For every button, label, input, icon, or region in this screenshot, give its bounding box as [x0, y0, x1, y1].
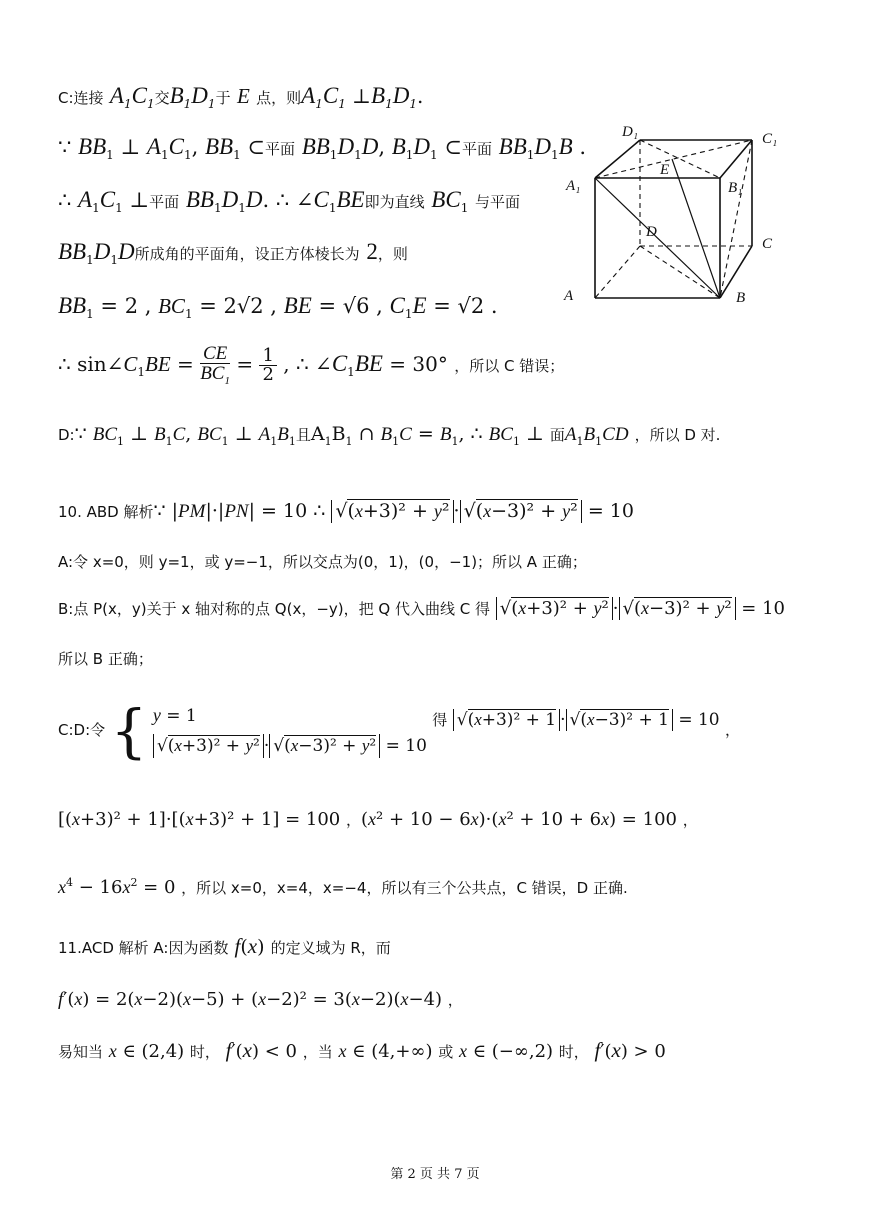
label-a1: A₁ [566, 178, 581, 194]
line-cd1: C:D:令 { y = 1 √(x+3)² + y² · √(x−3)² + y² = 10 得 √(x+3)² + 1 · √(x−3)² + 1 = 10 ， [58, 696, 741, 765]
label-d: D [646, 224, 657, 240]
line-c5: $BB_1 = 2$ , $BC_1 = 2√2$ , BE = √6 , $C_1E = √2$ . [58, 293, 498, 322]
label-c1: C₁ [762, 131, 778, 147]
cube-figure [560, 118, 790, 318]
label-b: B [736, 290, 746, 306]
label-e: E [660, 162, 670, 178]
line-cd2: [(x+3)² + 1]·[(x+3)² + 1] = 100 ，(x² + 10 − 6x)·(x² + 10 + 6x) = 100 ， [58, 809, 698, 830]
line-d1: D:∵ $BC_1$ ⊥ $B_1C$, $BC_1$ ⊥ $A_1B_1$且$A_1B_1$ ∩ $B_1C = B_1$, ∴ $BC_1$ ⊥ 面$A_1B_1CD$ ，所以 D 对. [58, 423, 721, 448]
line-a10: A:令 x=0，则 y=1，或 y=−1，所以交点为(0，1)，(0，−1)；所以 A 正确； [58, 553, 587, 571]
label-d1: D₁ [622, 124, 639, 140]
line-cd3: $x^4 - 16x^2 = 0$ ，所以 x=0，x=4，x=−4，所以有三个公共点，C 错误，D 正确. [58, 876, 628, 898]
line-c2: ∵ $BB_1$ ⊥ $A_1C_1$, $BB_1$ ⊂平面 $BB_1D_1D$, $B_1D_1$ ⊂平面 $BB_1D_1B$ . [58, 134, 587, 163]
label-b1: B₁ [728, 180, 743, 196]
line-q11: 11.ACD 解析 A:因为函数 f(x) 的定义域为 R，而 [58, 934, 391, 958]
line-c1: C:连接 $A_1C_1$交$B_1D_1$于 E 点，则$A_1C_1$ $\perp B_1D_1$. [58, 83, 424, 111]
line-c3: ∴ $A_1C_1$ ⊥平面 $BB_1D_1D$. ∴ $\angle C_1BE$即为直线 $BC_1$ 与平面 [58, 187, 521, 216]
line-q10: 10. ABD 解析∵ |PM|·|PN| = 10 ∴ √(x+3)² + y² · √(x−3)² + y² = 10 [58, 500, 634, 522]
line-g11: 易知当 x ∈ (2,4) 时， f′(x) < 0 ，当 x ∈ (4,+∞) 或 x ∈ (−∞,2) 时， f′(x) > 0 [58, 1038, 666, 1062]
label-a: A [564, 288, 574, 304]
line-f11: f′(x) = 2(x−2)(x−5) + (x−2)² = 3(x−2)(x−4) ， [58, 989, 463, 1010]
line-c6: ∴ $\sin\angle C_1BE$ = $\frac{CE}{BC_1}$ = $\frac{1}{2}$ , ∴ $\angle C_1BE = 30^\circ$ ，所以 C 错误； [58, 343, 565, 387]
line-b10: B:点 P(x，y)关于 x 轴对称的点 Q(x，−y)，把 Q 代入曲线 C 得 √(x+3)² + y² · √(x−3)² + y² = 10 [58, 598, 785, 619]
line-b10b: 所以 B 正确； [58, 650, 153, 668]
page-footer: 第 2 页 共 7 页 [390, 1167, 480, 1182]
label-c: C [762, 236, 773, 252]
line-c4: $BB_1D_1D$所成角的平面角，设正方体棱长为 2，则 [58, 239, 408, 268]
